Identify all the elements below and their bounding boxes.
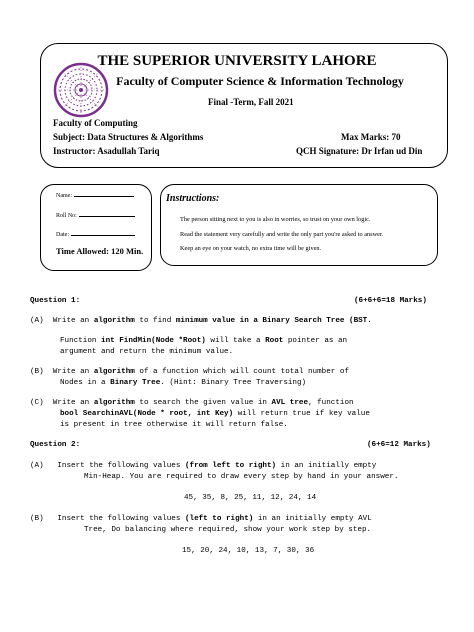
university-name: THE SUPERIOR UNIVERSITY LAHORE xyxy=(97,53,377,69)
q2-part-a-line2: Min-Heap. You are required to draw every step by hand in your answer. xyxy=(84,473,399,481)
q2-part-a: (A) Insert the following values (from left to right) in an initially empty xyxy=(30,462,377,470)
q1-part-c-line2: bool SearchinAVL(Node * root, int Key) will return true if key value xyxy=(60,410,370,418)
q1-part-a-function: Function int FindMin(Node *Root) will take a Root pointer as an xyxy=(60,337,348,345)
q1-part-c: (C) Write an algorithm to search the given value in AVL tree, function xyxy=(30,399,354,407)
q1-part-b: (B) Write an algorithm of a function which will count total number of xyxy=(30,368,350,376)
question-1-title: Question 1: xyxy=(30,297,81,305)
q1-part-b-line2: Nodes in a Binary Tree. (Hint: Binary Tree Traversing) xyxy=(60,379,307,387)
faculty-name: Faculty of Computer Science & Information Technology xyxy=(116,74,404,88)
roll-label: Roll No: xyxy=(56,213,77,219)
question-1-marks: (6+6+6=18 Marks) xyxy=(354,297,427,305)
q2-part-b: (B) Insert the following values (left to right) in an initially empty AVL xyxy=(30,515,372,523)
q1-part-a-desc: argument and return the minimum value. xyxy=(60,348,234,356)
date-label: Date: xyxy=(56,232,69,238)
instruction-item: The person sitting next to you is also in worries, so trust on your own logic. xyxy=(180,216,371,223)
university-logo xyxy=(53,62,109,118)
question-2-title: Question 2: xyxy=(30,441,81,449)
name-label: Name: xyxy=(56,193,72,199)
instruction-item: Read the statement very carefully and write the only part you're asked to answer. xyxy=(180,231,384,238)
exam-term: Final -Term, Fall 2021 xyxy=(208,97,294,107)
instruction-item: Keep an eye on your watch, no extra time will be given. xyxy=(180,245,322,252)
qch-signature: QCH Signature: Dr Irfan ud Din xyxy=(296,146,423,156)
roll-field[interactable] xyxy=(56,210,135,219)
instructor: Instructor: Asadullah Tariq xyxy=(53,146,160,156)
department: Faculty of Computing xyxy=(53,118,138,128)
q2-part-b-line2: Tree, Do balancing where required, show your work step by step. xyxy=(84,526,372,534)
date-field[interactable] xyxy=(56,229,135,238)
q1-part-c-line3: is present in tree otherwise it will return false. xyxy=(60,421,288,429)
question-2-marks: (6+6=12 Marks) xyxy=(367,441,431,449)
instructions-title: Instructions: xyxy=(166,193,220,204)
time-allowed: Time Allowed: 120 Min. xyxy=(56,246,144,256)
name-field[interactable] xyxy=(56,190,134,199)
q2-part-b-values: 15, 20, 24, 10, 13, 7, 30, 36 xyxy=(182,547,315,555)
q1-part-a: (A) Write an algorithm to find minimum value in a Binary Search Tree (BST. xyxy=(30,317,372,325)
q2-part-a-values: 45, 35, 8, 25, 11, 12, 24, 14 xyxy=(184,494,317,502)
subject: Subject: Data Structures & Algorithms xyxy=(53,132,204,142)
max-marks: Max Marks: 70 xyxy=(341,132,401,142)
